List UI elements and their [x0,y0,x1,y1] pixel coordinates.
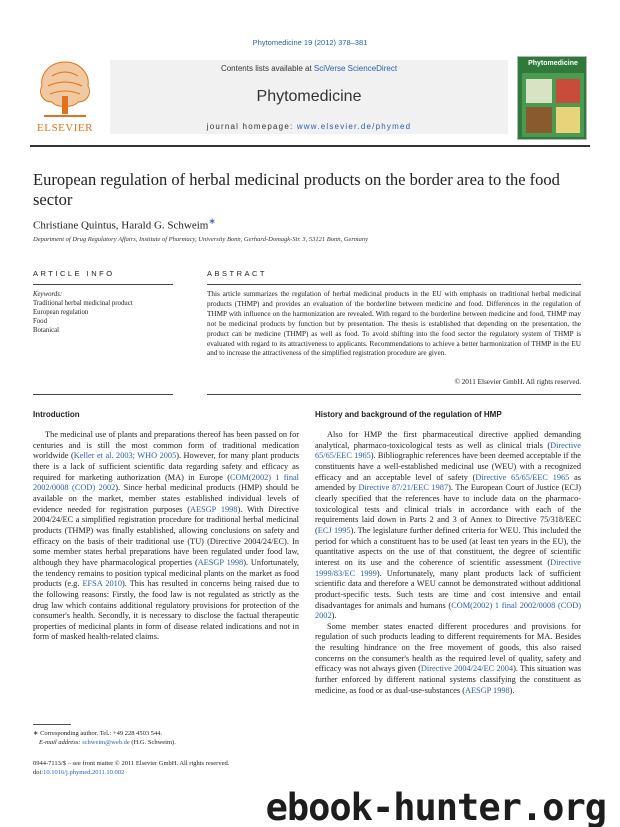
journal-cover-image [517,56,587,140]
introduction-heading: Introduction [33,410,80,419]
citation-link[interactable]: Keller et al. 2003; WHO 2005 [73,451,177,461]
body-text: ). With Directive 2004/24/EC a simplified registration procedure for traditional herbal medicinal products (THMP) was finally established, allowing conclusions on safety and efficacy on the basis of their traditional use (TU) (Directive 2004/24/EC). In some member states herbal preparations have been regulated under food law, although they have pharmacological properties ( [33,504,299,567]
abstract-rule [207,284,581,285]
footnote-mark: ∗ [33,730,39,737]
body-text: ). [509,685,515,695]
introduction-body [33,430,299,643]
contents-prefix: Contents lists available at [220,64,314,73]
citation-link[interactable]: AESGP 1998 [465,685,510,695]
body-text: The medicinal use of plants and preparations thereof has been passed on for centuries and is still the most common form of traditional medication worldwide ( [33,430,299,461]
keyword-item: European regulation [33,309,89,316]
citation-link[interactable]: AESGP 1998 [197,557,244,567]
article-info-heading: ARTICLE INFO [33,269,115,278]
body-text: as amended by [315,472,581,493]
body-text: ). The European Court of Justice (ECJ) clearly specified that the references have to include data on the pharmaco-toxicological tests and clinical trials in accordance with each of the requirements laid down in Parts 2 and 3 of Annex to Directive 75/318/EEC ( [315,483,581,535]
doi-prefix: doi: [33,769,44,776]
issn-block [33,759,229,777]
journal-homepage [110,122,508,131]
cover-title: Phytomedicine [528,60,578,67]
citation-link[interactable]: ECJ 1995 [317,525,351,535]
homepage-link[interactable]: www.elsevier.de/phymed [296,122,412,131]
citation-link[interactable]: COM(2002) 1 final 2002/0008 (COD) 2002 [315,600,581,621]
doi-link[interactable]: 10.1016/j.phymed.2011.10.002 [43,769,125,776]
body-text: Some member states enacted different procedures and provisions for regulation of such products leading to different requirements for MA. Besides the resulting hindrance on the free movement of goods, this also raised concerns on the consumer's health as the required level of quality, safety and efficacy was not always given ( [315,621,581,674]
citation-link[interactable]: Directive 1999/83/EC 1999 [315,557,581,578]
article-info-rule [33,284,173,285]
history-paragraph [315,430,581,622]
body-text: ). This situation was further enforced by different national systems classifying the constituent as medicine, as food or as dual-use-substances ( [315,664,581,695]
keyword-item: Traditional herbal medicinal product [33,300,133,307]
citation-link[interactable]: Directive 2004/24/EC 2004 [420,664,514,674]
body-text: ). This has resulted in concerns being raised due to the following reasons: Firstly, the food law is not regulated as strictly as the drug law which contains additional regulatory provisions for protection of the consumer's health. Secondly, it is necessary to disclose the factual therapeutic properties of medicinal plants in form of disease related indications and not in form of masked health-related claims. [33,579,300,642]
history-body [315,430,581,696]
body-text: ). Bibliographic references have been deemed acceptable if the constituents have a well-established medicinal use (WEU) with a recognized efficacy and an acceptable level of safety ( [315,451,581,482]
watermark-text: ebook-hunter.org [265,786,606,827]
body-text: ). Since herbal medicinal products (HMP) should be available on the market, member states established individual levels of evidence needed for registration purposes ( [33,483,299,514]
abstract-text: This article summarizes the regulation of herbal medicinal products in the EU with emphasis on traditional herbal medicinal products (THMP) and provides an evaluation of the borderline between medicine and food. Differences in the regulation of THMP with influence on the harmonization are revealed. With regard to the borderline between medicine and food, THMP may not be medicinal products by function but by presentation. The thesis is established that depending on the presentation, the product can be medicine (THMP) as well as food. To avoid shifting into the food sector the regulatory system of THMP is evaluated with regard to its attractiveness to applicants. Recommendations to achieve a better harmonization of THMP in the EU and to increase the attractiveness of the simplified registration procedure are given. [207,290,581,358]
body-text: Also for HMP the first pharmaceutical directive applied demanding analytical, pharmaco-toxicological tests as well as clinical trials ( [315,430,581,450]
issn-line: 0944-7113/$ – see front matter © 2011 Elsevier GmbH. All rights reserved. [33,760,230,767]
authors-text: Christiane Quintus, Harald G. Schweim [33,219,209,232]
author-email-link[interactable]: schweim@web.de [82,739,130,746]
body-text: ). Unfortunately, the tendency remains to position typical medicinal plants on the market as food products (e.g. [33,557,300,589]
citation-link[interactable]: Directive 65/65/EEC 1965 [475,472,570,482]
sciencedirect-link[interactable]: SciVerse ScienceDirect [313,64,398,73]
body-text: ). [331,611,337,621]
history-heading: History and background of the regulation of HMP [315,410,502,419]
keyword-item: Botanical [33,327,60,334]
footnote [33,729,176,747]
email-suffix: (H.G. Schweim). [129,739,176,746]
body-text: ). The legislature further defined criteria for WEU. This included the period for which a constituent has to be used (at least ten years in the EU), the quantitative aspects on the use of that constituent, the degree of scientific interest on its use and the coherence of scientific assessment ( [315,525,582,567]
corresponding-author-mark[interactable]: ∗ [208,216,217,226]
body-text: ). Unfortunately, many plant products lack of sufficient scientific data and therefore a WEU cannot be demonstrated without additional product-specific tests. Such tests are time and cost intensive and entail disadvantages for animals and humans ( [315,568,581,610]
introduction-paragraph [33,430,299,643]
footnote-rule [33,724,71,725]
citation-link[interactable]: AESGP 1998 [190,504,238,514]
email-label: E-mail address: [39,739,81,746]
abstract-copyright: © 2011 Elsevier GmbH. All rights reserved. [454,378,581,386]
header-rule [30,145,590,147]
history-paragraph [315,622,581,697]
corresponding-author-note: Corresponding author. Tel.: +49 228 4503 544. [40,730,163,737]
citation-link[interactable]: Directive 65/65/EEC 1965 [315,440,581,461]
keywords-block [33,290,133,335]
homepage-prefix: journal homepage: [206,122,297,131]
citation-link[interactable]: Directive 87/21/EEC 1987 [358,483,449,493]
author-list [33,216,216,232]
body-text: ). However, for many plant products there is a lack of sufficient scientific data regarding safety and efficacy as required for marketing authorization (MA) in Europe ( [33,451,299,482]
citation-link[interactable]: EFSA 2010 [82,579,122,589]
elsevier-wordmark: ELSEVIER [37,122,93,134]
journal-title: Phytomedicine [256,88,362,105]
keywords-label: Keywords: [33,291,63,298]
contents-line [110,64,508,73]
abstract-heading: ABSTRACT [207,269,268,278]
citation-link[interactable]: COM(2002) 1 final 2002/0008 (COD) 2002 [33,472,299,493]
info-bottom-rule [33,394,173,395]
abstract-bottom-rule [207,394,581,395]
affiliation: Department of Drug Regulatory Affairs, Institute of Pharmacy, University Bonn, Gerhard-Domagk-Str. 3, 53121 Bonn, Germany [33,236,368,243]
keyword-item: Food [33,318,47,325]
article-title: European regulation of herbal medicinal products on the border area to the food sector [33,170,560,209]
journal-reference[interactable]: Phytomedicine 19 (2012) 378–381 [252,38,368,47]
